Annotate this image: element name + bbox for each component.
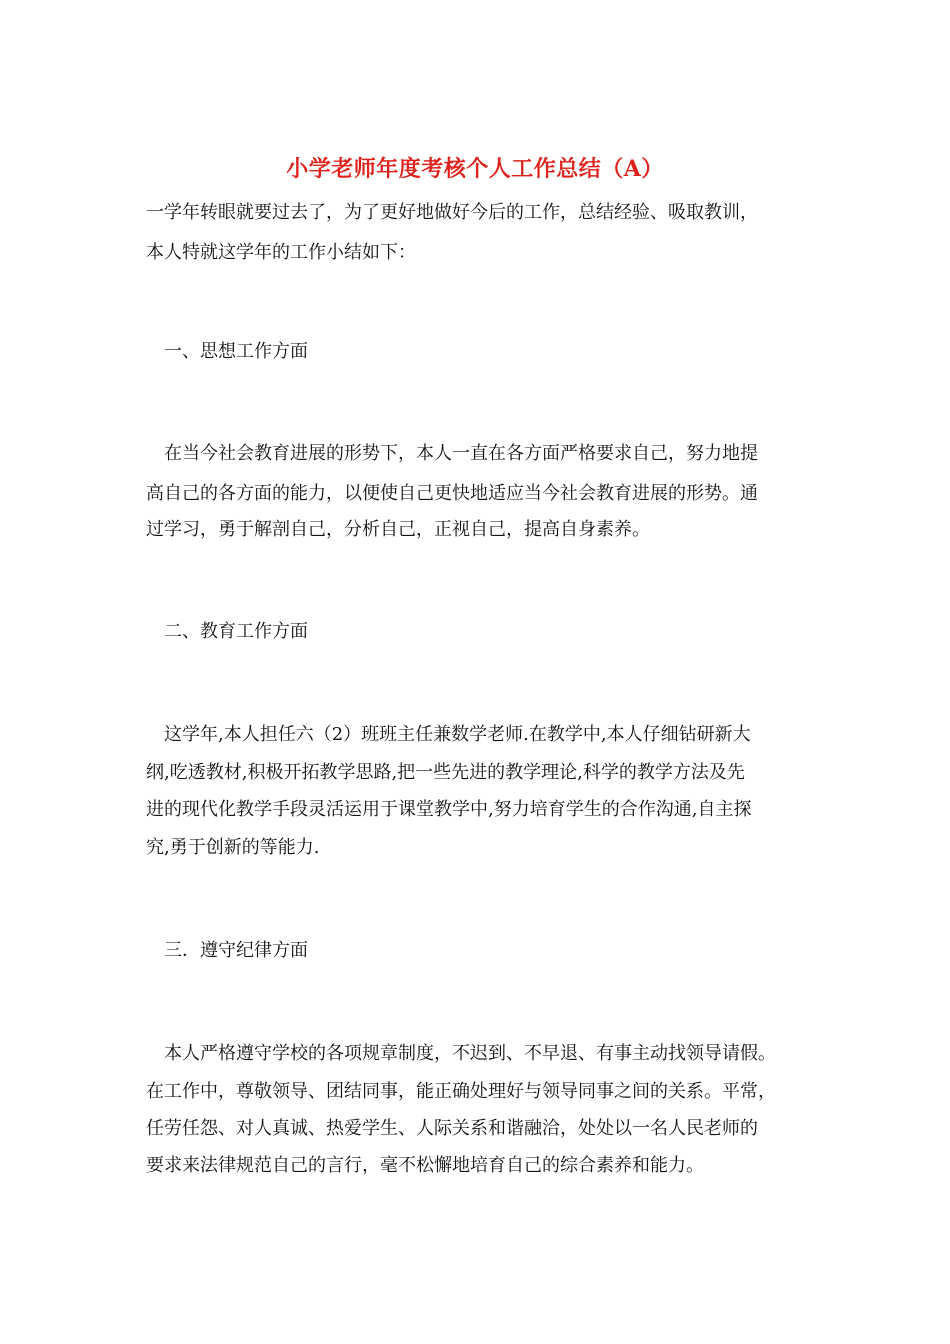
section-heading-1: 一、思想工作方面 — [164, 341, 308, 362]
section2-line-4: 究,勇于创新的等能力. — [146, 837, 320, 858]
section3-line-1: 本人严格遵守学校的各项规章制度，不迟到、不早退、有事主动找领导请假。 — [164, 1043, 776, 1064]
section1-line-3: 过学习，勇于解剖自己，分析自己，正视自己，提高自身素养。 — [146, 519, 650, 540]
section2-line-1: 这学年,本人担任六（2）班班主任兼数学老师.在教学中,本人仔细钻研新大 — [164, 724, 751, 745]
document-title: 小学老师年度考核个人工作总结（A） — [286, 156, 664, 182]
section-heading-3: 三．遵守纪律方面 — [164, 940, 308, 961]
section1-line-1: 在当今社会教育进展的形势下，本人一直在各方面严格要求自己，努力地提 — [164, 443, 758, 464]
section3-line-2: 在工作中，尊敬领导、团结同事，能正确处理好与领导同事之间的关系。平常， — [146, 1081, 776, 1102]
intro-line-2: 本人特就这学年的工作小结如下： — [146, 242, 416, 263]
section2-line-3: 进的现代化教学手段灵活运用于课堂教学中,努力培育学生的合作沟通,自主探 — [146, 799, 752, 820]
section3-line-3: 任劳任怨、对人真诚、热爱学生、人际关系和谐融洽，处处以一名人民老师的 — [146, 1118, 758, 1139]
intro-line-1: 一学年转眼就要过去了，为了更好地做好今后的工作，总结经验、吸取教训， — [146, 202, 758, 223]
section2-line-2: 纲,吃透教材,积极开拓教学思路,把一些先进的教学理论,科学的教学方法及先 — [146, 762, 745, 783]
section3-line-4: 要求来法律规范自己的言行，毫不松懈地培育自己的综合素养和能力。 — [146, 1155, 704, 1176]
section-heading-2: 二、教育工作方面 — [164, 621, 308, 642]
section1-line-2: 高自己的各方面的能力，以便使自己更快地适应当今社会教育进展的形势。通 — [146, 483, 758, 504]
